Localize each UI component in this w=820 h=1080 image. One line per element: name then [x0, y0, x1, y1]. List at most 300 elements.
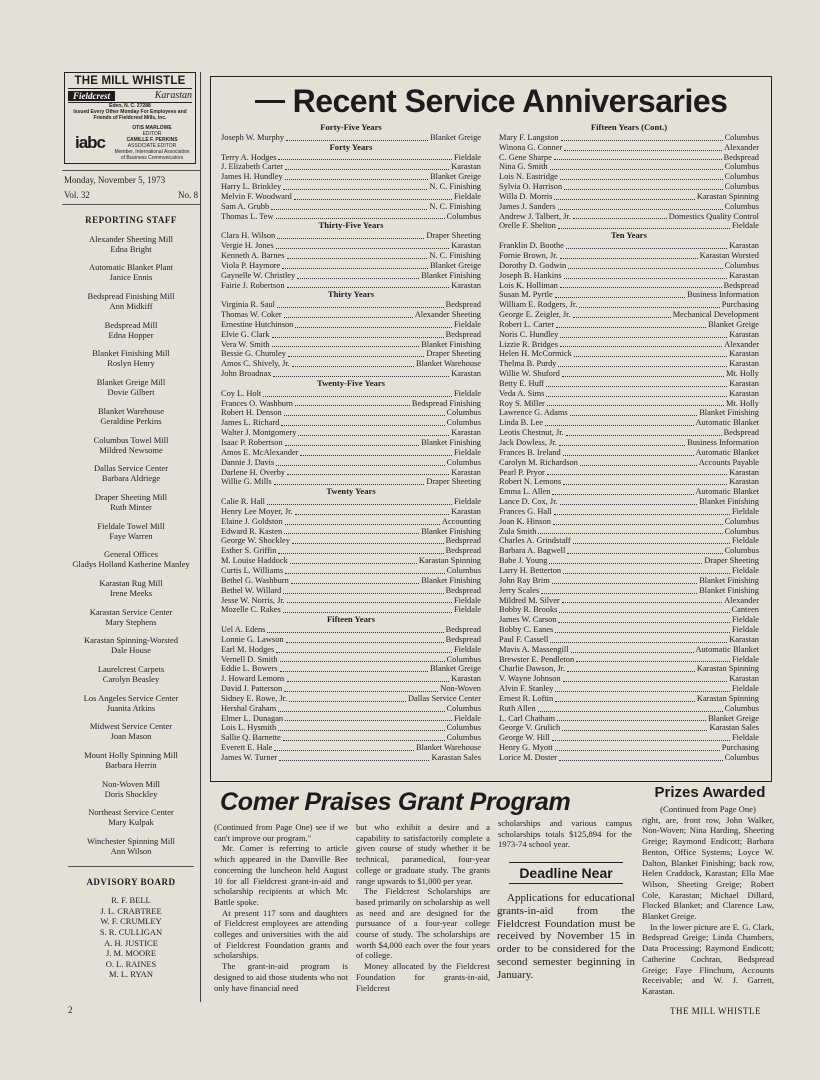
employee-name: Bessie G. Chumley — [221, 349, 286, 359]
anniversary-entry — [499, 694, 759, 704]
leader-dots — [284, 408, 445, 416]
employee-location: Karastan — [729, 477, 759, 487]
anniversaries-title-text: Recent Service Anniversaries — [292, 83, 728, 119]
employee-name: Lawrence G. Adams — [499, 408, 568, 418]
leader-dots — [279, 753, 429, 761]
advisory-board-heading: ADVISORY BOARD — [86, 877, 176, 888]
leader-dots — [555, 684, 730, 692]
leader-dots — [276, 241, 450, 249]
employee-location: Bedspread — [445, 536, 481, 546]
years-heading: Thirty-Five Years — [318, 220, 384, 231]
employee-location: Karastan — [729, 359, 759, 369]
employee-name: Lorice M. Doster — [499, 753, 557, 762]
advisory-member: R. F. BELL — [111, 895, 151, 906]
employee-name: Curtis L. Williams — [221, 565, 284, 575]
leader-dots — [552, 487, 693, 495]
editor-role: EDITOR — [142, 131, 162, 137]
employee-location: Blanket Greige — [430, 260, 481, 270]
employee-location: Karastan Worsted — [699, 250, 759, 260]
staff-entry — [62, 693, 200, 713]
leader-dots — [563, 674, 728, 682]
employee-location: Fieldale — [732, 506, 759, 516]
employee-location: Columbus — [446, 703, 481, 713]
staff-entry — [62, 721, 200, 741]
employee-name: Dannie J. Davis — [221, 457, 275, 467]
anniversary-entry — [499, 251, 759, 261]
anniversary-entry — [499, 241, 759, 251]
employee-name: James H. Hundley — [221, 172, 283, 182]
staff-name: Dale House — [111, 645, 151, 656]
leader-dots — [552, 576, 697, 584]
employee-location: Columbus — [724, 526, 759, 536]
employee-name: Walter J. Montgomery — [221, 428, 297, 438]
staff-entry — [62, 750, 200, 770]
employee-location: Columbus — [724, 182, 759, 192]
employee-name: Amos C. Shively, Jr. — [221, 359, 290, 369]
employee-name: Jesse W. Norris, Jr. — [221, 595, 285, 605]
employee-name: Jack Dowless, Jr. — [499, 438, 557, 447]
associate-editor-name: CAMILLE F. PERKINS — [126, 137, 178, 143]
anniversary-entry — [499, 635, 759, 645]
article-paragraph: scholarships and various campus scholarships totals $125,894 for the 1973-74 school year. — [498, 818, 632, 850]
employee-name: William E. Rodgers, Jr. — [499, 300, 578, 310]
associate-editor-role: ASSOCIATE EDITOR — [127, 143, 177, 149]
employee-name: Robert H. Denson — [221, 408, 282, 418]
staff-place: Alexander Sheeting Mill — [88, 233, 174, 244]
footer-paper-name: THE MILL WHISTLE — [670, 1006, 761, 1016]
anniversary-entry — [499, 566, 759, 576]
employee-name: Elmer L. Dunagan — [221, 713, 284, 723]
employee-location: Automatic Blanket — [695, 644, 759, 654]
anniversary-entry — [221, 497, 481, 507]
advisory-member: M. L. RYAN — [109, 969, 153, 980]
fieldcrest-logo: Fieldcrest — [68, 91, 115, 101]
staff-entry — [62, 521, 200, 541]
leader-dots — [277, 231, 424, 239]
leader-dots — [274, 477, 425, 485]
employee-location: Columbus — [724, 132, 759, 142]
employee-location: Blanket Finishing — [699, 408, 759, 418]
leader-dots — [283, 586, 443, 594]
employee-location: Karastan Sales — [431, 753, 481, 762]
masthead — [64, 72, 196, 164]
employee-location: Karastan — [729, 349, 759, 359]
leader-dots — [294, 192, 452, 200]
staff-entry — [62, 607, 200, 627]
prizes-continued: (Continued from Page One) — [660, 804, 756, 814]
leader-dots — [295, 507, 450, 515]
leader-dots — [295, 320, 452, 328]
employee-name: Amos E. McAlexander — [221, 447, 299, 457]
employee-name: Mary F. Langston — [499, 132, 559, 142]
employee-name: Linda B. Lee — [499, 418, 543, 428]
leader-dots — [284, 684, 438, 692]
employee-name: Willie W. Shuford — [499, 369, 560, 379]
iabc-logo: iabc — [74, 133, 106, 152]
anniversary-entry — [221, 596, 481, 606]
leader-dots — [292, 536, 444, 544]
employee-name: Willa D. Morris — [499, 191, 553, 201]
leader-dots — [285, 162, 449, 170]
employee-name: Melvin F. Woodward — [221, 191, 292, 201]
employee-location: Columbus — [724, 260, 759, 270]
employee-location: Karastan — [729, 378, 759, 388]
anniversary-entry — [221, 566, 481, 576]
employee-location: Karastan — [729, 674, 759, 684]
employee-location: Fieldale — [454, 595, 481, 605]
staff-entry — [62, 262, 200, 282]
employee-location: Accounts Payable — [698, 457, 759, 467]
staff-entry — [62, 377, 200, 397]
employee-name: Edward R. Kasten — [221, 526, 283, 536]
leader-dots — [566, 428, 722, 436]
anniversary-entry — [221, 733, 481, 743]
staff-entry — [62, 234, 200, 254]
leader-dots — [555, 625, 730, 633]
employee-name: James J. Sanders — [499, 201, 556, 211]
anniversary-entry — [499, 172, 759, 182]
leader-dots — [274, 743, 414, 751]
employee-name: John Ray Brim — [499, 575, 550, 585]
staff-place: Automatic Blanket Plant — [88, 262, 174, 273]
leader-dots — [556, 320, 706, 328]
staff-place: Midwest Service Center — [89, 721, 173, 732]
employee-name: Bethel G. Washburn — [221, 575, 289, 585]
employee-name: Dorothy D. Godwin — [499, 260, 567, 270]
iabc-block — [68, 125, 192, 161]
prizes-title: Prizes Awarded — [654, 784, 766, 801]
leader-dots — [558, 615, 730, 623]
employee-name: Vergie H. Jones — [221, 241, 274, 251]
employee-name: Betty E. Huff — [499, 378, 545, 388]
leader-dots — [284, 527, 419, 535]
anniversary-entry — [499, 320, 759, 330]
leader-dots — [560, 497, 698, 505]
leader-dots — [554, 507, 730, 515]
employee-name: Robert N. Lemons — [499, 477, 562, 487]
employee-location: Karastan Sales — [709, 723, 759, 733]
anniversary-entry — [221, 418, 481, 428]
leader-dots — [567, 546, 722, 554]
anniversary-entry — [221, 468, 481, 478]
staff-entry — [62, 836, 200, 856]
employee-name: Everett E. Hale — [221, 743, 273, 753]
staff-entry — [62, 779, 200, 799]
leader-dots — [573, 536, 730, 544]
anniversaries-left-column — [221, 123, 481, 763]
anniversary-entry — [499, 389, 759, 399]
staff-entry — [62, 291, 200, 311]
divider — [68, 866, 194, 867]
employee-location: Automatic Blanket — [695, 447, 759, 457]
employee-location: Blanket Finishing — [699, 575, 759, 585]
anniversary-entry — [499, 664, 759, 674]
staff-place: Bedspread Finishing Mill — [87, 291, 175, 302]
employee-name: Hershal Graham — [221, 703, 277, 713]
staff-place: Draper Sheeting Mill — [94, 491, 168, 502]
employee-name: Bobby R. Brooks — [499, 605, 558, 615]
reporting-staff-heading: REPORTING STAFF — [85, 215, 177, 225]
employee-name: Susan M. Pyrtle — [499, 290, 553, 300]
staff-place: Blanket Finishing Mill — [92, 348, 170, 359]
leader-dots — [292, 359, 414, 367]
leader-dots — [560, 340, 722, 348]
staff-entry — [62, 492, 200, 512]
staff-name: Doris Shockley — [104, 788, 158, 799]
anniversary-entry — [221, 261, 481, 271]
leader-dots — [579, 300, 719, 308]
employee-name: James W. Carson — [499, 615, 557, 625]
employee-name: Willie G. Mills — [221, 477, 272, 487]
leader-dots — [284, 310, 413, 318]
employee-location: Non-Woven — [440, 684, 481, 694]
employee-location: N. C. Finishing — [429, 182, 481, 192]
employee-location: Fieldale — [454, 447, 481, 457]
leader-dots — [276, 212, 445, 220]
anniversary-entry — [221, 576, 481, 586]
anniversary-entry — [499, 674, 759, 684]
anniversary-entry — [221, 507, 481, 517]
employee-name: Lonnie G. Lawson — [221, 634, 284, 644]
anniversary-entry — [499, 281, 759, 291]
employee-location: Alexander — [724, 595, 759, 605]
employee-location: Mechanical Development — [672, 310, 759, 320]
leader-dots — [263, 389, 452, 397]
issue-number: No. 8 — [178, 190, 198, 200]
leader-dots — [561, 133, 723, 141]
anniversary-entry — [499, 369, 759, 379]
employee-location: Purchasing — [721, 743, 759, 753]
comer-column-1 — [214, 822, 348, 993]
employee-location: Karastan — [729, 634, 759, 644]
employee-name: Zula Smith — [499, 526, 537, 536]
employee-name: L. Carl Chatham — [499, 713, 556, 723]
employee-location: Karastan — [451, 241, 481, 251]
anniversary-entry — [221, 349, 481, 359]
employee-name: Alvin F. Stanley — [499, 684, 554, 694]
employee-location: Fieldale — [732, 221, 759, 231]
leader-dots — [557, 714, 706, 722]
employee-name: Emma L. Allen — [499, 487, 551, 497]
employee-location: Blanket Finishing — [421, 438, 481, 447]
anniversary-entry — [221, 743, 481, 753]
leader-dots — [300, 448, 452, 456]
staff-place: Mount Holly Spinning Mill — [84, 750, 178, 761]
anniversary-entry — [499, 723, 759, 733]
anniversary-entry — [499, 517, 759, 527]
advisory-member: J. M. MOORE — [105, 948, 157, 959]
employee-location: Karastan — [451, 162, 481, 172]
employee-name: Earl M. Hodges — [221, 644, 275, 654]
leader-dots — [278, 704, 444, 712]
staff-entry — [62, 664, 200, 684]
employee-location: Automatic Blanket — [695, 487, 759, 497]
employee-name: Henry G. Myott — [499, 743, 553, 753]
employee-location: Fieldale — [454, 319, 481, 329]
employee-location: Alexander — [724, 142, 759, 152]
advisory-member: J. L. CRABTREE — [100, 905, 162, 916]
leader-dots — [555, 743, 720, 751]
karastan-logo: Karastan — [154, 90, 192, 101]
article-paragraph: Mr. Comer is referring to article which appeared in the Danville Bee concerning the luncheon held August 10 for all Fieldcrest grant-in-aid and scholarship recipients at which Mr. Battle spoke. — [214, 843, 348, 907]
anniversary-entry — [499, 143, 759, 153]
years-heading: Forty Years — [329, 141, 373, 152]
employee-name: Esther S. Griffin — [221, 546, 277, 556]
leader-dots — [554, 192, 694, 200]
leader-dots — [283, 605, 452, 613]
employee-location: Mt. Holly — [725, 369, 759, 379]
employee-location: Bedspread — [723, 428, 759, 438]
employee-name: Jerry Scales — [499, 585, 540, 595]
anniversary-entry — [221, 320, 481, 330]
leader-dots — [560, 330, 727, 338]
anniversary-entry — [499, 645, 759, 655]
leader-dots — [574, 349, 727, 357]
employee-location: Bedspread — [445, 585, 481, 595]
anniversary-entry — [221, 231, 481, 241]
anniversary-entry — [499, 212, 759, 222]
employee-location: Karastan — [729, 467, 759, 477]
employee-name: Paul F. Cassell — [499, 634, 549, 644]
employee-name: Thomas L. Tew — [221, 211, 274, 221]
leader-dots — [277, 300, 444, 308]
leader-dots — [287, 674, 450, 682]
employee-name: Sallie Q. Barnette — [221, 733, 281, 743]
employee-location: Karastan — [451, 506, 481, 516]
leader-dots — [285, 438, 420, 446]
employee-location: Karastan — [451, 428, 481, 438]
prizes-text: right, are, front row, John Walker, Non-Woven; Nina Harding, Sheeting Greige; Raymond Endicott; Barbara Benton, Office Systems; Loyce W. Dalton, Blanket Finishing; back row, Helen Craddock, Karastan; Ella Mae Wilson, Sheeting Greige; Robert Cole, Karastan; Michael Dillard, Flocked Blanket; and Clarence Law, Blanket Greige. — [642, 814, 774, 922]
employee-location: Business Information — [687, 290, 759, 300]
employee-location: Bedspread — [445, 329, 481, 339]
leader-dots — [563, 477, 727, 485]
anniversary-entry — [499, 468, 759, 478]
employee-location: Fieldale — [454, 713, 481, 723]
leader-dots — [566, 241, 727, 249]
leader-dots — [538, 704, 723, 712]
staff-name: Janice Ennis — [109, 272, 153, 283]
anniversary-entry — [499, 615, 759, 625]
employee-location: Canteen — [731, 605, 759, 615]
employee-location: Columbus — [724, 172, 759, 182]
employee-name: Winona G. Conner — [499, 142, 563, 152]
leader-dots — [564, 143, 722, 151]
leader-dots — [287, 251, 428, 259]
leader-dots — [559, 605, 729, 613]
staff-name: Edna Hopper — [108, 329, 154, 340]
article-paragraph: The grant-in-aid program is designed to aid those students who not only have financial need — [214, 961, 348, 993]
anniversary-entry — [499, 497, 759, 507]
employee-location: Columbus — [446, 408, 481, 418]
employee-name: Brewster E. Pendleton — [499, 654, 575, 664]
anniversary-entry — [499, 458, 759, 468]
employee-name: George W. Shockley — [221, 536, 290, 546]
employee-location: Automatic Blanket — [695, 418, 759, 428]
employee-name: Sidney E. Rowe, Jr. — [221, 693, 288, 703]
employee-location: Blanket Warehouse — [416, 359, 481, 369]
employee-name: J. Elizabeth Carter — [221, 162, 284, 172]
leader-dots — [286, 133, 428, 141]
employee-name: James W. Turner — [221, 753, 278, 762]
leader-dots — [546, 389, 727, 397]
employee-location: Karastan — [451, 280, 481, 290]
anniversary-entry — [221, 271, 481, 281]
leader-dots — [573, 212, 667, 220]
employee-name: George V. Grulich — [499, 723, 561, 733]
leader-dots — [287, 468, 449, 476]
anniversary-entry — [499, 290, 759, 300]
staff-place: Bedspread Mill — [104, 319, 158, 330]
anniversary-entry — [221, 192, 481, 202]
leader-dots — [290, 556, 417, 564]
anniversary-entry — [221, 753, 481, 763]
employee-location: Purchasing — [721, 300, 759, 310]
leader-dots — [547, 468, 727, 476]
employee-name: Calie R. Hall — [221, 497, 265, 507]
anniversary-entry — [221, 251, 481, 261]
years-heading: Twenty-Five Years — [316, 377, 385, 388]
prizes-text-2: In the lower picture are E. G. Clark, Bedspread Greige; Linda Chambers, Data Processing; Raymond Endicott; Catherine Cochran, Bedspread Greige; Faye Flinchum, Accounts Receivable; and W. J. Garrett, Karastan. — [642, 921, 774, 996]
anniversary-entry — [499, 556, 759, 566]
staff-place: Karastan Spinning-Worsted — [84, 635, 178, 646]
employee-name: Lois N. Eastridge — [499, 172, 558, 182]
article-paragraph: Money allocated by the Fieldcrest Foundation for grants-in-aid, Fieldcrest — [356, 961, 490, 993]
anniversaries-right-column — [499, 123, 759, 763]
staff-entry — [62, 320, 200, 340]
anniversary-entry — [221, 153, 481, 163]
employee-location: Fieldale — [732, 536, 759, 546]
anniversary-entry — [499, 605, 759, 615]
leader-dots — [297, 271, 419, 279]
advisory-member: O. L. RAINES — [105, 958, 157, 969]
anniversary-entry — [499, 704, 759, 714]
anniversary-entry — [221, 438, 481, 448]
anniversary-entry — [499, 330, 759, 340]
leader-dots — [573, 310, 671, 318]
member-line: Member, International Association of Business Communicators — [114, 149, 190, 161]
leader-dots — [560, 251, 698, 259]
employee-location: Fieldale — [454, 388, 481, 398]
employee-location: Dallas Service Center — [407, 693, 481, 703]
employee-location: Blanket Finishing — [421, 270, 481, 280]
anniversary-entry — [499, 576, 759, 586]
anniversary-entry — [221, 684, 481, 694]
employee-name: Helen H. McCormick — [499, 349, 572, 359]
employee-location: Draper Sheeting — [426, 477, 481, 487]
staff-place: Non-Woven Mill — [101, 778, 161, 789]
anniversary-entry — [221, 458, 481, 468]
employee-location: Fieldale — [454, 152, 481, 162]
employee-location: Blanket Finishing — [421, 575, 481, 585]
anniversary-entry — [221, 182, 481, 192]
anniversary-entry — [221, 408, 481, 418]
staff-name: Barbara Herrin — [105, 760, 157, 771]
staff-name: Joan Mason — [110, 731, 152, 742]
leader-dots — [271, 202, 427, 210]
leader-dots — [560, 172, 723, 180]
editor-info — [112, 125, 192, 161]
leader-dots — [288, 349, 424, 357]
leader-dots — [553, 517, 723, 525]
anniversary-entry — [499, 596, 759, 606]
employee-location: Bedspread — [445, 546, 481, 556]
anniversary-entry — [221, 448, 481, 458]
employee-location: Alexander Sheeting — [414, 310, 481, 320]
employee-name: J. Howard Lemons — [221, 674, 285, 684]
years-heading: Fifteen Years (Cont.) — [590, 122, 668, 132]
advisory-member: A. H. JUSTICE — [104, 937, 158, 948]
employee-name: Joseph W. Murphy — [221, 132, 285, 142]
